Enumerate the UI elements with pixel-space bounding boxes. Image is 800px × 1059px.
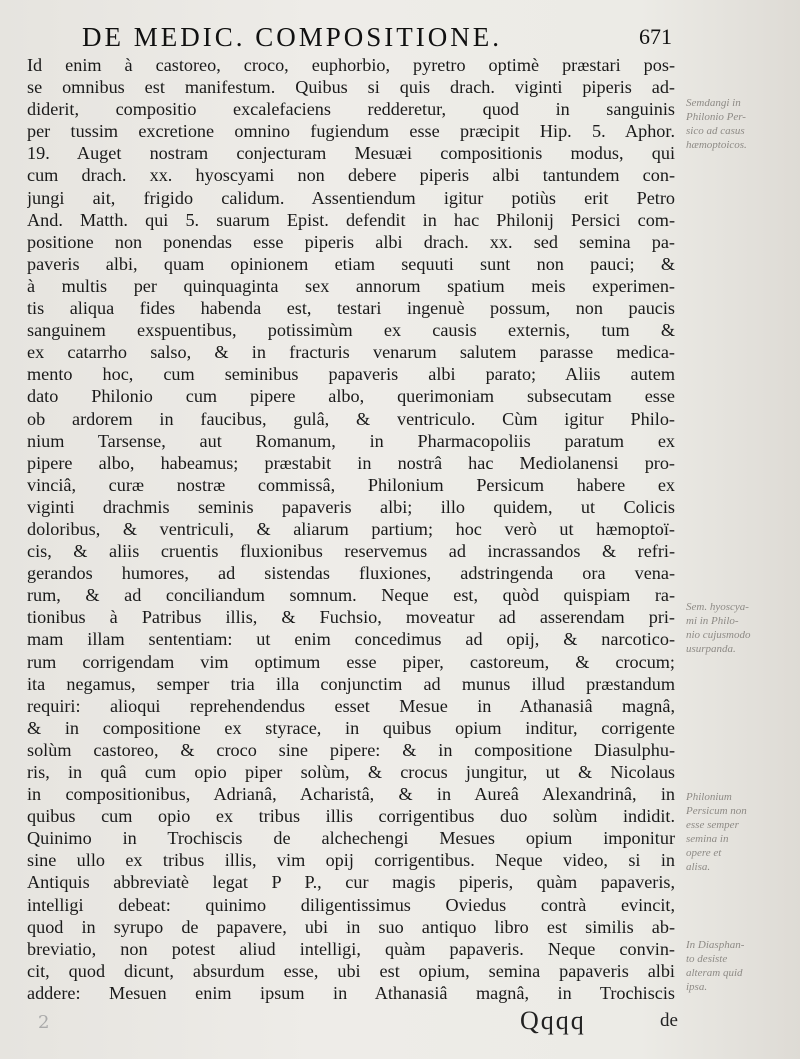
margin-note-line: semina in	[686, 833, 729, 845]
text-line: breviatio, non potest aliud intelligi, quàm papaveris. Neque convin-	[27, 938, 675, 959]
text-line: quod in syrupo de papavere, ubi in suo antiquo libro est similis ab-	[27, 916, 675, 937]
text-line: dato Philonio cum pipere albo, querimoniam subsecutam esse	[27, 386, 675, 407]
catchword: de	[660, 1010, 678, 1031]
text-line: requiri: alioqui reprehendendus esset Mesue in Athanasiâ magnâ,	[27, 695, 675, 716]
text-line: sine ullo ex tribus illis, vim opij corrigentibus. Neque video, si in	[27, 850, 675, 871]
text-line: pipere albo, habeamus; præstabit in nostrâ hac Mediolanensi pro-	[27, 452, 675, 473]
margin-note-line: opere et	[686, 847, 722, 859]
margin-note-line: Sem. hyoscya-	[686, 601, 749, 613]
margin-note	[686, 600, 796, 656]
margin-note	[686, 96, 796, 152]
text-line: nium Tarsense, aut Romanum, in Pharmacopoliis paratum ex	[27, 430, 675, 451]
margin-note	[686, 790, 796, 874]
page-header	[82, 22, 672, 56]
margin-note-line: ipsa.	[686, 981, 708, 993]
text-line: cit, quod dicunt, absurdum esse, ubi est opium, semina papaveris albi	[27, 960, 675, 981]
text-line: Quinimo in Trochiscis de alchechengi Mesues opium imponitur	[27, 828, 675, 849]
text-line: Id enim à castoreo, croco, euphorbio, pyretro optimè præstari pos-	[27, 55, 675, 75]
text-line: tis aliqua fides habenda est, testari ingenuè possum, non paucis	[27, 298, 675, 319]
text-line: per tussim excretione omnino fugiendum esse præcipit Hip. 5. Aphor.	[27, 121, 675, 142]
running-head: DE MEDIC. COMPOSITIONE.	[82, 22, 502, 52]
text-line: intelligi debeat: quinimo diligentissimus Oviedus contrà evincit,	[27, 894, 675, 915]
text-line: se omnibus est manifestum. Quibus si quis drach. viginti piperis ad-	[27, 77, 675, 98]
text-line: à multis per quinquaginta sex annorum spatium meis experimen-	[27, 275, 675, 296]
text-line: mento hoc, cum seminibus papaveris albi parato; Aliis autem	[27, 364, 675, 385]
margin-note-line: sico ad casus	[686, 125, 745, 137]
margin-note-line: to desiste	[686, 953, 728, 965]
text-line: vinciâ, curæ nostræ commissâ, Philonium Persicum habere ex	[27, 474, 675, 495]
text-line: & in compositione ex styrace, in quibus opium inditur, corrigente	[27, 717, 675, 738]
text-line: cum drach. xx. hyoscyami non debere piperis albi tantundem con-	[27, 165, 675, 186]
page-footer	[0, 1006, 800, 1046]
margin-note-line: alteram quid	[686, 967, 743, 979]
margin-note-line: Semdangi in	[686, 97, 741, 109]
text-line: ris, in quâ cum opio piper solùm, & crocus jungitur, ut & Nicolaus	[27, 762, 675, 782]
margin-note	[686, 938, 796, 994]
text-line: cis, & aliis cruentis fluxionibus reservemus ad incrassandos & refri-	[27, 541, 675, 562]
text-line: ita negamus, semper tria illa conjunctim ad munus illud præstandum	[27, 673, 675, 694]
text-line: jungi ait, frigido calidum. Assentiendum igitur potiùs erit Petro	[27, 187, 675, 208]
margin-note-line: esse semper	[686, 819, 739, 831]
margin-note-line: Philonium	[686, 791, 732, 803]
margin-notes	[686, 0, 798, 1059]
text-line: 19. Auget nostram conjecturam Mesuæi compositionis modus, qui	[27, 143, 675, 164]
text-line: rum, & ad conciliandum somnum. Neque est, quòd quispiam ra-	[27, 585, 675, 606]
text-line: rum corrigendam vim optimum esse piper, castoreum, & crocum;	[27, 651, 675, 672]
text-line: gerandos humores, ad sistendas fluxiones, adstringenda ora vena-	[27, 563, 675, 584]
text-line: solùm castoreo, & croco sine pipere: & in compositione Diasulphu-	[27, 739, 675, 760]
text-line: quibus cum opio ex tribus illis corrigentibus duo solùm indidit.	[27, 806, 675, 827]
text-line: ex catarrho salso, & in fracturis venarum salutem parasse medica-	[27, 342, 675, 363]
text-line: tionibus à Patribus illis, & Fuchsio, moveatur ad asserendam pri-	[27, 607, 675, 628]
margin-note-line: Philonio Per-	[686, 111, 746, 123]
text-line: in compositionibus, Adrianâ, Acharistâ, & in Aureâ Alexandrinâ, in	[27, 784, 675, 805]
body-text	[27, 54, 675, 1004]
text-line: viginti drachmis seminis papaveris albi; illo quidem, ut Colicis	[27, 496, 675, 517]
margin-note-line: nio cujusmodo	[686, 629, 751, 641]
text-line: positione non ponendas esse piperis albi drach. xx. sed semina pa-	[27, 231, 675, 252]
margin-note-line: In Diasphan-	[686, 939, 745, 951]
margin-note-line: hæmoptoicos.	[686, 139, 747, 151]
signature-mark: Qqqq	[520, 1006, 586, 1035]
page-number: 671	[639, 24, 672, 49]
text-line: And. Matth. qui 5. suarum Epist. defendit in hac Philonij Persici com-	[27, 209, 675, 230]
text-line: addere: Mesuen enim ipsum in Athanasiâ magnâ, in Trochiscis	[27, 982, 675, 1003]
margin-note-line: usurpanda.	[686, 643, 736, 655]
text-line: diderit, compositio excalefaciens redderetur, quod in sanguinis	[27, 99, 675, 120]
text-line: mam illam sententiam: ut enim concedimus ad opij, & narcotico-	[27, 629, 675, 650]
text-line: ob ardorem in faucibus, gulâ, & ventriculo. Cùm igitur Philo-	[27, 408, 675, 429]
text-line: sanguinem exspuentibus, potissimùm ex causis externis, tum &	[27, 320, 675, 341]
text-line: paveris albi, quam opinionem etiam sequuti sunt non pauci; &	[27, 253, 675, 274]
margin-note-line: alisa.	[686, 861, 711, 873]
text-line: Antiquis abbreviatè legat P P., cur magis piperis, quàm papaveris,	[27, 872, 675, 893]
margin-note-line: mi in Philo-	[686, 615, 739, 627]
text-line: doloribus, & ventriculi, & aliarum partium; hoc verò ut hæmoptoï-	[27, 518, 675, 539]
footer-left-mark: 2	[38, 1012, 50, 1033]
margin-note-line: Persicum non	[686, 805, 747, 817]
